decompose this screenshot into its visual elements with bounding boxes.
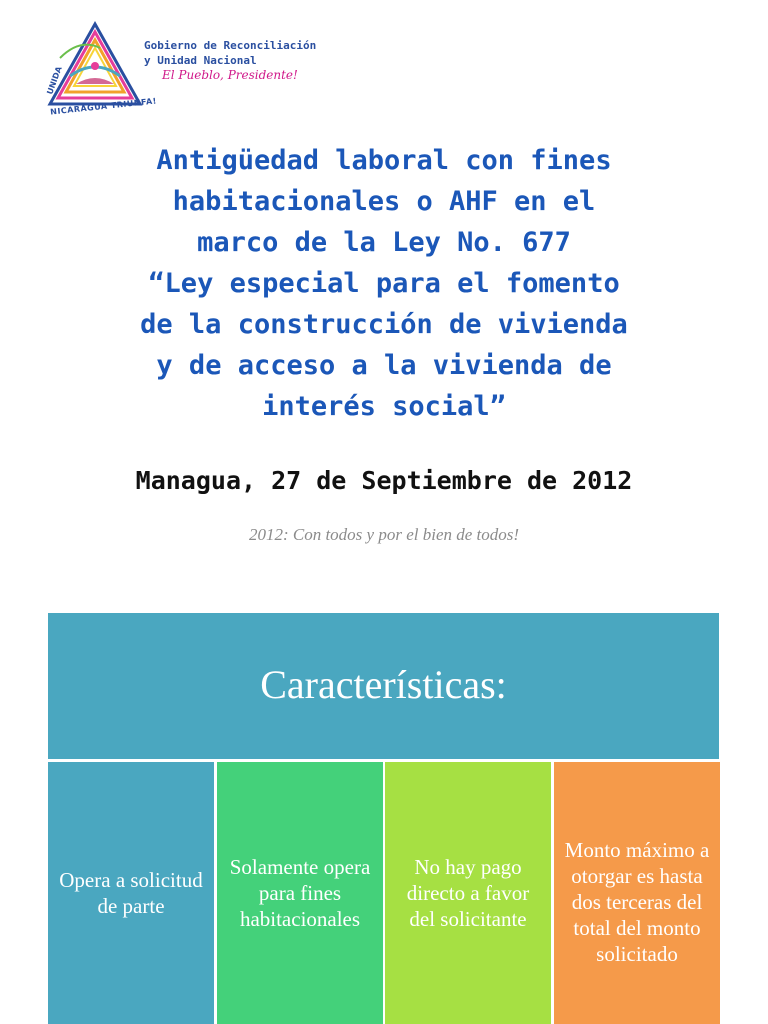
motto: 2012: Con todos y por el bien de todos! [248,525,520,544]
title-line: habitacionales o AHF en el [172,186,596,217]
card-text: Opera a solicitud de parte [59,868,203,918]
logo-government-name [144,38,316,68]
characteristics-heading: Características: [260,661,507,707]
title-line: Antigüedad laboral con fines [156,145,612,176]
title-line: y de acceso a la vivienda de [156,350,612,381]
characteristics-cards [48,762,719,1024]
title-line: marco de la Ley No. 677 [197,227,571,258]
characteristics-header [48,613,719,759]
card-text: Monto máximo a otorgar es hasta dos terceras del total del monto solicitado [564,838,710,966]
logo-line-2: y Unidad Nacional [144,54,257,67]
document-title [30,140,738,427]
document-date: Managua, 27 de Septiembre de 2012 [135,466,633,495]
logo-side-text: UNIDA [45,65,64,96]
logo-bottom-text: NICARAGUA TRIUNFA! [49,96,158,117]
card-text: Solamente opera para fines habitacionales [229,855,371,931]
characteristic-card-payment [385,762,551,1024]
title-line: interés social” [262,391,506,422]
characteristic-card-housing [217,762,383,1024]
characteristic-card-request [48,762,214,1024]
characteristic-card-amount [554,762,720,1024]
logo-line-1: Gobierno de Reconciliación [144,39,317,52]
logo-slogan: El Pueblo, Presidente! [162,68,298,82]
title-line: “Ley especial para el fomento [148,268,620,299]
card-text: No hay pago directo a favor del solicitante [406,855,530,931]
title-line: de la construcción de vivienda [140,309,628,340]
government-logo [40,18,360,122]
